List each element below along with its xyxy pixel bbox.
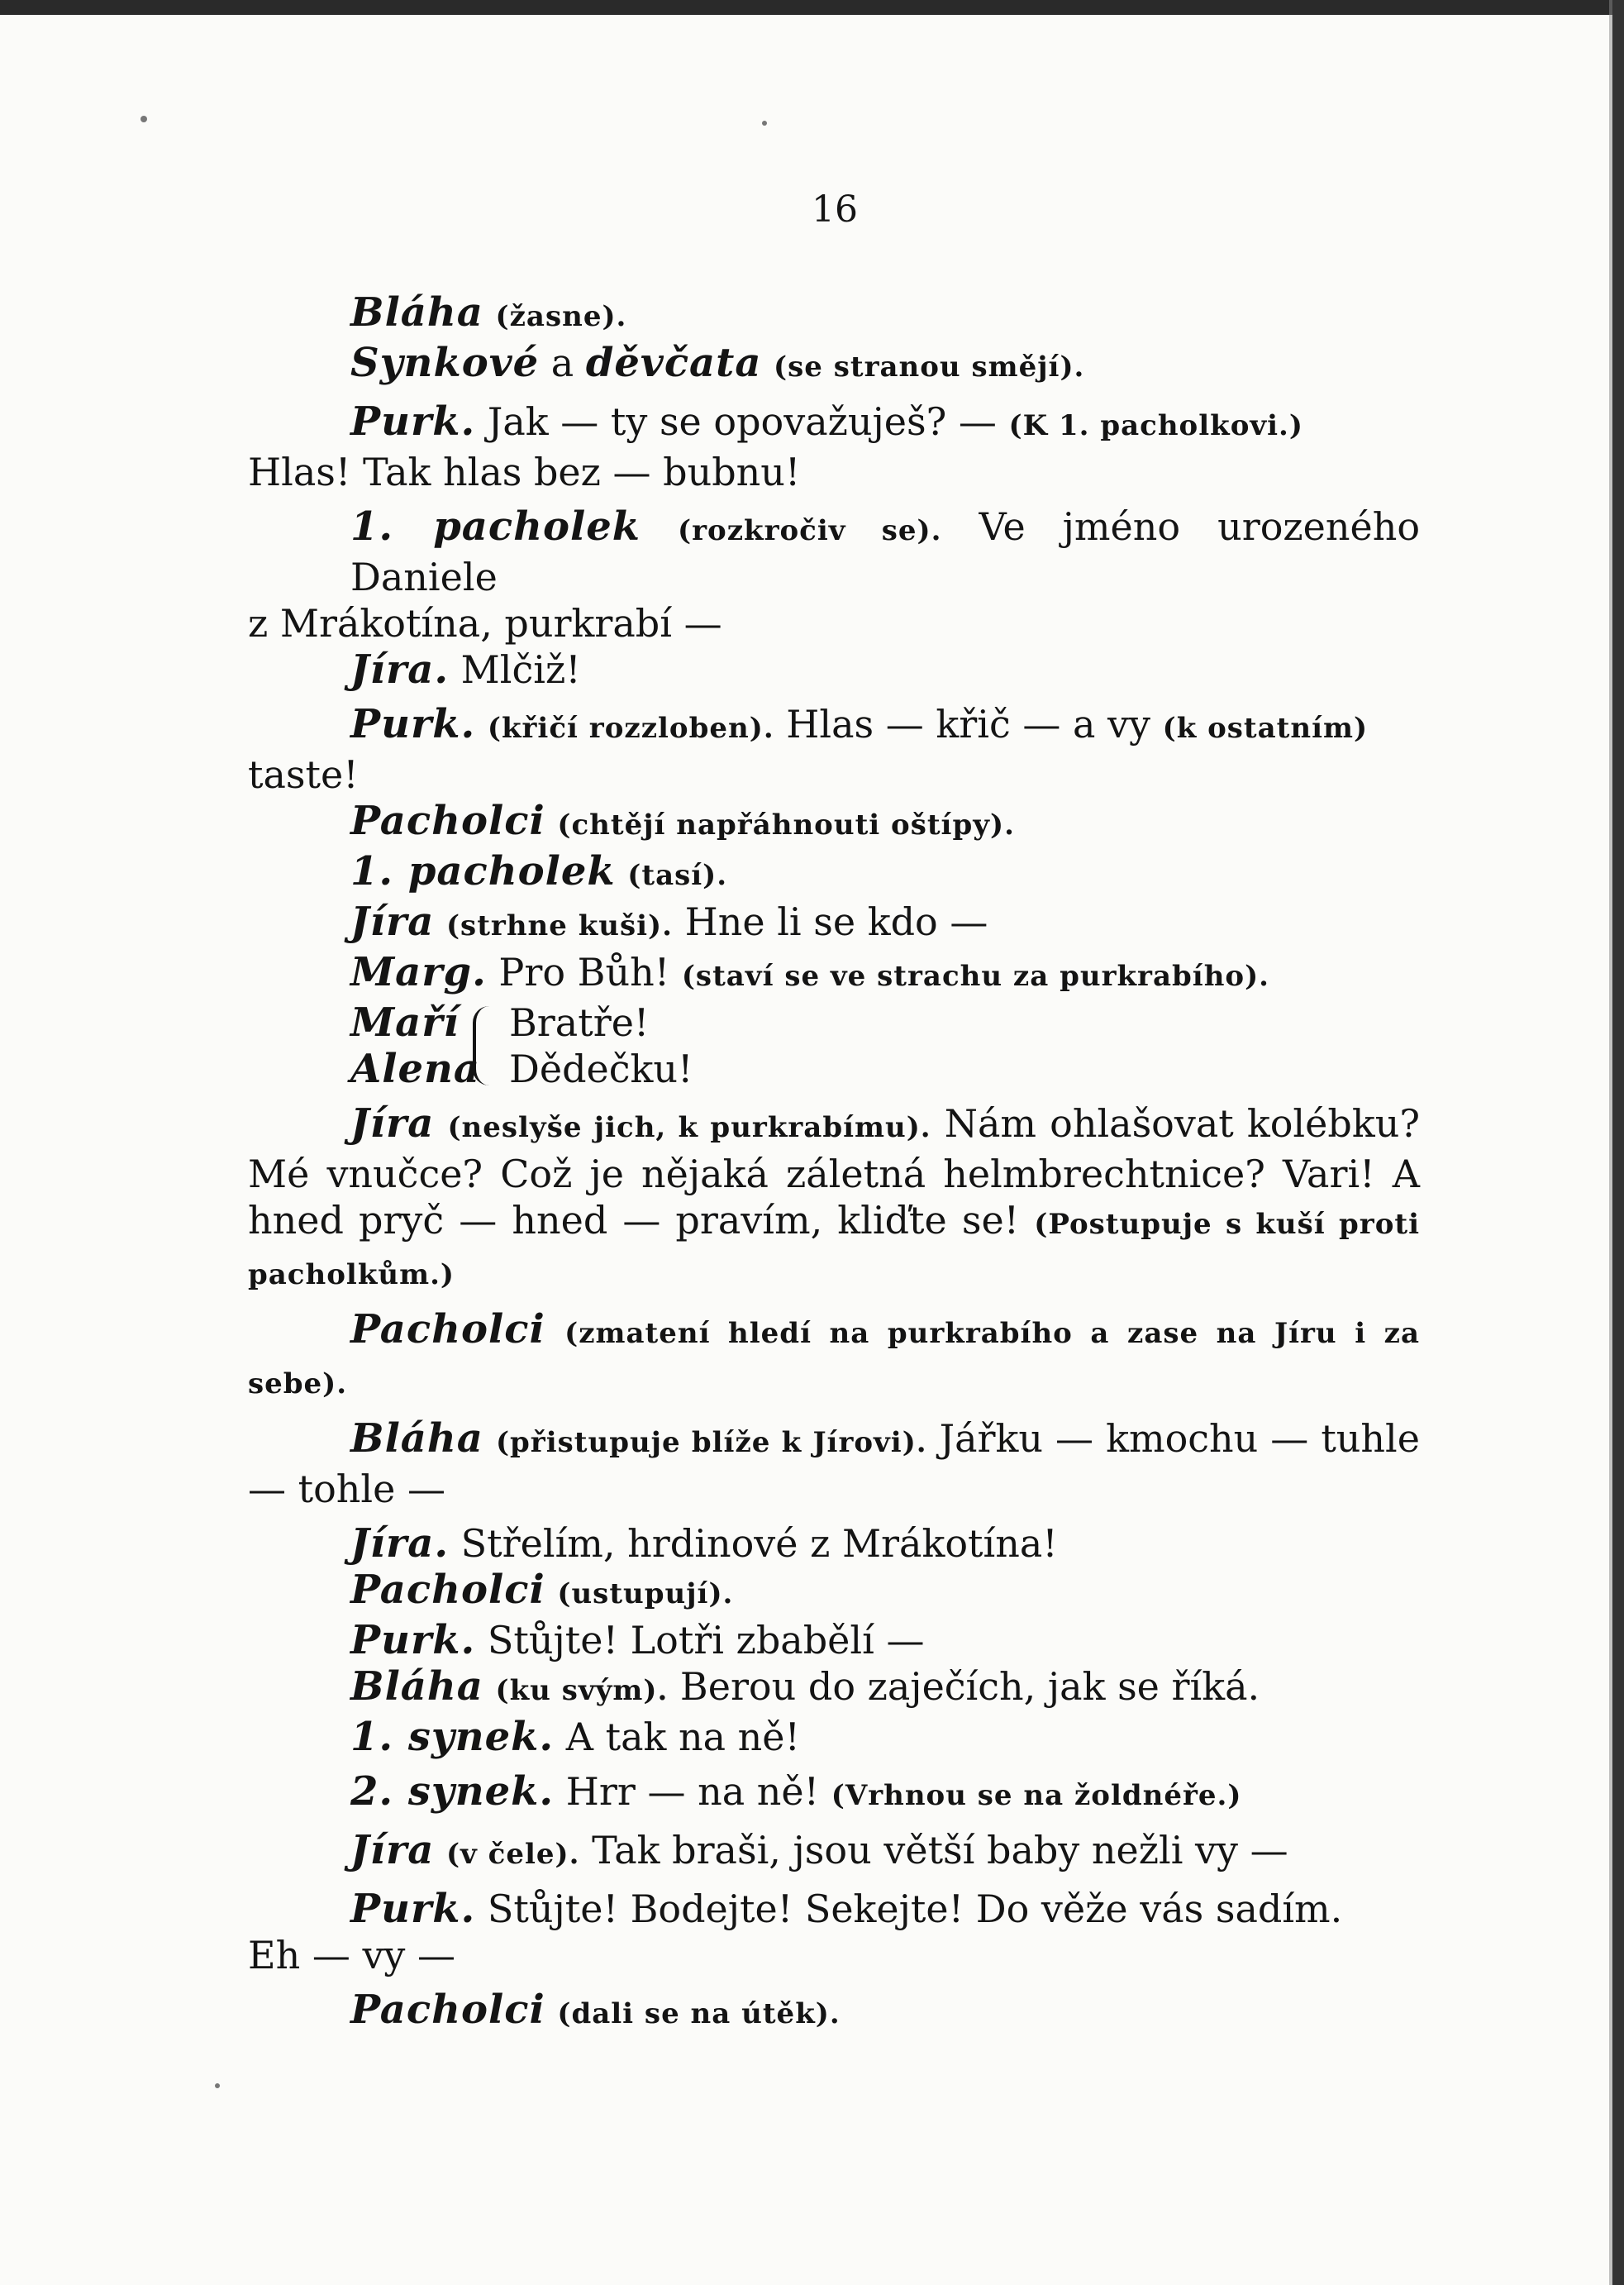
stage-direction: (dali se na útěk).: [557, 1997, 841, 2030]
line-continuation: Hlas! Tak hlas bez — bubnu!: [248, 450, 801, 494]
play-text: [248, 289, 1420, 2037]
dialogue-line: [248, 1306, 1420, 1407]
speaker-name: Marg.: [350, 949, 487, 995]
brace-dialogue: [248, 999, 1420, 1092]
dialogue-line: [248, 1768, 1420, 1819]
dialogue-line: [248, 1886, 1420, 1978]
line-text: a: [539, 341, 586, 385]
scan-border-top: [0, 0, 1624, 15]
line-text: Dědečku!: [509, 1047, 693, 1091]
dialogue-line: [248, 1714, 1420, 1760]
page-number: 16: [812, 188, 858, 231]
stage-direction: (se stranou smějí).: [774, 351, 1085, 384]
line-text: Mlčiž!: [449, 647, 581, 692]
dialogue-line: [248, 289, 1420, 340]
speaker-name: Jíra: [350, 899, 435, 945]
line-text: Jářku — kmochu — tuhle — tohle —: [248, 1416, 1420, 1511]
scan-speck: [215, 2083, 220, 2088]
line-text: A tak na ně!: [554, 1715, 801, 1759]
dialogue-line: [248, 1663, 1420, 1714]
stage-direction: (chtějí napřáhnouti oštípy).: [557, 809, 1015, 842]
dialogue-line: [248, 1415, 1420, 1512]
dialogue-line: [248, 646, 1420, 693]
stage-direction: (rozkročiv se).: [678, 514, 942, 547]
speaker-name: Jíra.: [350, 646, 450, 693]
stage-direction: (žasne).: [495, 300, 627, 333]
scan-speck: [762, 121, 767, 126]
stage-direction: (zmatení hledí na purkrabího a zase na Jíru i za sebe).: [248, 1317, 1421, 1400]
speaker-name: 1. synek.: [350, 1714, 555, 1760]
line-text: Stůjte! Lotři zbabělí —: [475, 1618, 925, 1662]
speaker-name: Purk.: [350, 1886, 476, 1932]
speaker-name: Pacholci: [350, 1987, 545, 2033]
line-text: Ve jméno urozeného Daniele: [350, 504, 1421, 599]
line-text: Hrr — na ně!: [554, 1769, 831, 1814]
dialogue-line: [248, 701, 1420, 798]
line-text: Berou do zaječích, jak se říká.: [668, 1664, 1260, 1709]
stage-direction: (strhne kuši).: [445, 909, 673, 942]
line-text: Tak braši, jsou větší baby nežli vy —: [579, 1828, 1288, 1872]
dialogue-line: [248, 899, 1420, 949]
line-text: Střelím, hrdinové z Mrákotína!: [449, 1521, 1058, 1566]
speaker-name: děvčata: [585, 340, 762, 386]
stage-direction: (v čele).: [445, 1838, 580, 1871]
dialogue-line: [248, 1567, 1420, 1617]
speaker-name: Bláha: [350, 289, 483, 336]
brace-speakers: [350, 999, 481, 1092]
dialogue-line: [248, 949, 1420, 999]
dialogue-line: [248, 503, 1420, 646]
dialogue-line: [248, 848, 1420, 899]
speaker-name: Pacholci: [350, 798, 545, 844]
dialogue-line: [248, 1987, 1420, 2037]
dialogue-line: [248, 798, 1420, 848]
line-continuation: taste!: [248, 752, 359, 797]
speaker-name: Jíra: [350, 1100, 435, 1147]
speaker-name: Purk.: [350, 1617, 476, 1663]
stage-direction: (ustupují).: [557, 1577, 734, 1610]
scan-border-right: [1612, 0, 1624, 2285]
line-text: Bratře!: [509, 1000, 650, 1045]
speaker-name: Jíra: [350, 1827, 435, 1873]
stage-direction: (K 1. pacholkovi.): [1008, 409, 1303, 442]
stage-direction: (ku svým).: [495, 1674, 669, 1707]
dialogue-line: [248, 1100, 1420, 1298]
stage-direction: (k ostatním): [1162, 712, 1369, 745]
stage-direction: (staví se ve strachu za purkrabího).: [681, 960, 1270, 993]
speaker-name: 1. pacholek: [350, 848, 616, 894]
line-continuation: Eh — vy —: [248, 1933, 456, 1977]
stage-direction: (přistupuje blíže k Jírovi).: [495, 1426, 927, 1459]
speaker-name: 1. pacholek: [350, 503, 641, 550]
speaker-name: Purk.: [350, 701, 476, 747]
speaker-name: Synkové: [350, 340, 540, 386]
line-text: Nám ohlašovat kolébku? Mé vnučce? Což je nějaká záletná helmbrechtnice? Vari! A hned pryč — hned — pravím, kliďte se!: [248, 1101, 1420, 1243]
speaker-name: Pacholci: [350, 1306, 545, 1352]
stage-direction: (neslyše jich, k purkrabímu).: [447, 1111, 931, 1144]
dialogue-line: [248, 1617, 1420, 1663]
dialogue-line: [248, 1520, 1420, 1567]
line-text: Pro Bůh!: [486, 950, 682, 995]
dialogue-line: [248, 340, 1420, 390]
line-text: Hlas — křič — a vy: [774, 702, 1163, 747]
line-text: Jak — ty se opovažuješ? —: [475, 399, 1009, 444]
line-text: Stůjte! Bodejte! Sekejte! Do věže vás sadím.: [475, 1887, 1343, 1931]
speaker-name: Bláha: [350, 1415, 483, 1462]
scan-speck: [140, 116, 147, 122]
curly-brace: [473, 1006, 509, 1085]
dialogue-line: [248, 1827, 1420, 1877]
stage-direction: (Vrhnou se na žoldnéře.): [831, 1779, 1242, 1812]
speaker-name: Pacholci: [350, 1567, 545, 1613]
stage-direction: (Postupuje s kuší proti pacholkům.): [248, 1208, 1420, 1291]
line-continuation: z Mrákotína, purkrabí —: [248, 601, 722, 646]
brace-lines: [509, 999, 693, 1092]
dialogue-line: [248, 398, 1420, 495]
speaker-name: Bláha: [350, 1663, 483, 1710]
speaker-name: Purk.: [350, 398, 476, 445]
stage-direction: (křičí rozzloben).: [487, 712, 774, 745]
speaker-name: Maří: [350, 999, 460, 1046]
speaker-name: 2. synek.: [350, 1768, 555, 1815]
stage-direction: (tasí).: [627, 859, 728, 892]
line-text: Hne li se kdo —: [672, 899, 988, 944]
speaker-name: Alena: [350, 1046, 481, 1092]
speaker-name: Jíra.: [350, 1520, 450, 1567]
